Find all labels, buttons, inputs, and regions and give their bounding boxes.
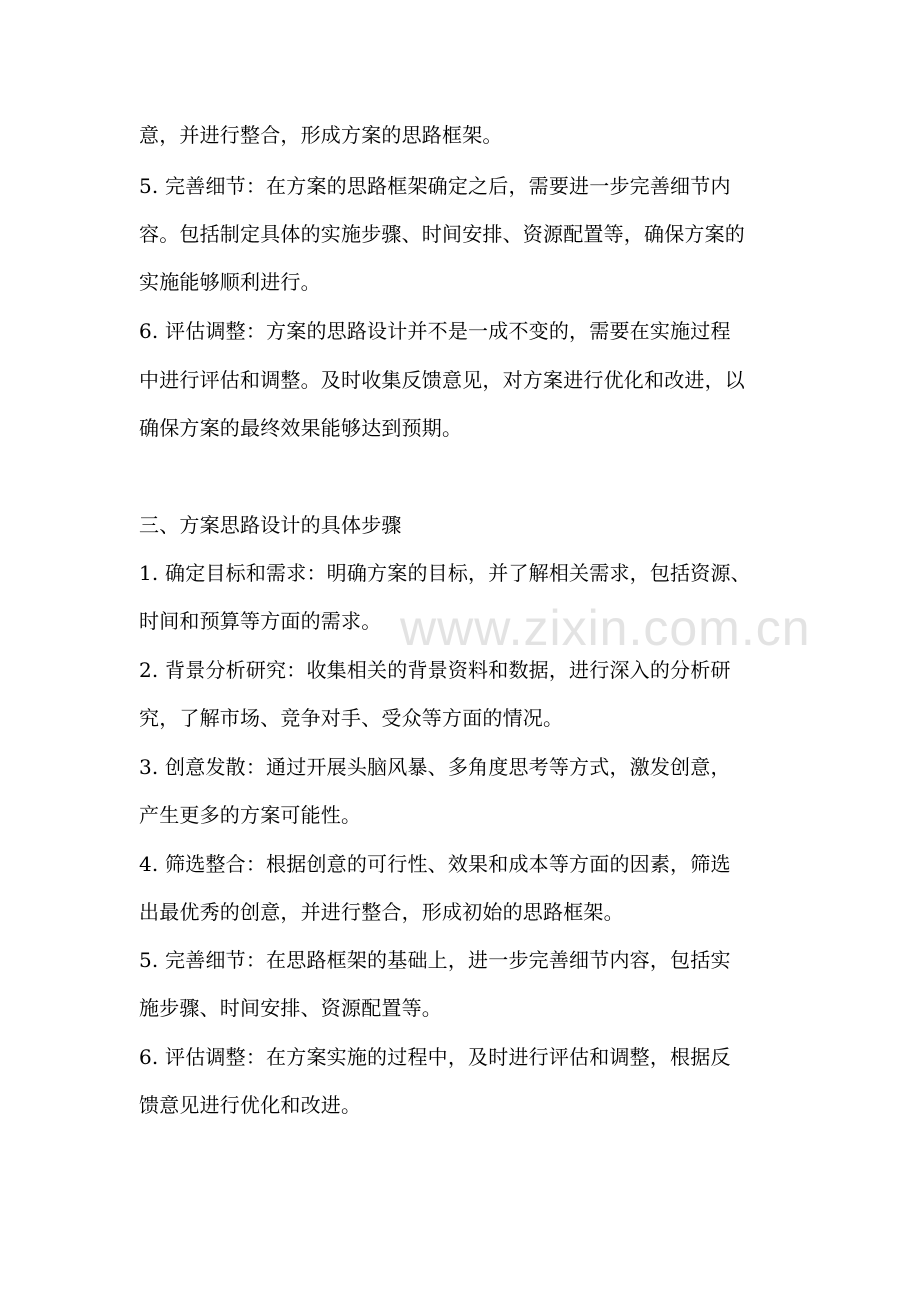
text-line: 实施能够顺利进行。 (139, 270, 321, 294)
text-line: 3. 创意发散：通过开展头脑风暴、多角度思考等方式，激发创意， (139, 755, 731, 779)
text-line: 5. 完善细节：在方案的思路框架确定之后，需要进一步完善细节内 (139, 174, 731, 198)
text-line: 馈意见进行优化和改进。 (139, 1093, 362, 1117)
text-line: 1. 确定目标和需求：明确方案的目标，并了解相关需求，包括资源、 (139, 561, 751, 585)
section-heading: 三、方案思路设计的具体步骤 (139, 513, 402, 537)
text-line: 意，并进行整合，形成方案的思路框架。 (139, 123, 503, 147)
text-line: 5. 完善细节：在思路框架的基础上，进一步完善细节内容，包括实 (139, 948, 731, 972)
text-line: 2. 背景分析研究：收集相关的背景资料和数据，进行深入的分析研 (139, 658, 731, 682)
text-line: 出最优秀的创意，并进行整合，形成初始的思路框架。 (139, 900, 624, 924)
text-line: 6. 评估调整：方案的思路设计并不是一成不变的，需要在实施过程 (139, 319, 731, 343)
watermark: www.zixin.com.cn (400, 600, 811, 656)
text-line: 容。包括制定具体的实施步骤、时间安排、资源配置等，确保方案的 (139, 222, 745, 246)
text-line: 4. 筛选整合：根据创意的可行性、效果和成本等方面的因素，筛选 (139, 852, 731, 876)
text-line: 6. 评估调整：在方案实施的过程中，及时进行评估和调整，根据反 (139, 1045, 731, 1069)
text-line: 确保方案的最终效果能够达到预期。 (139, 416, 463, 440)
text-line: 究，了解市场、竞争对手、受众等方面的情况。 (139, 706, 564, 730)
text-line: 施步骤、时间安排、资源配置等。 (139, 996, 442, 1020)
text-line: 产生更多的方案可能性。 (139, 803, 362, 827)
text-line: 中进行评估和调整。及时收集反馈意见，对方案进行优化和改进，以 (139, 368, 745, 392)
text-line: 时间和预算等方面的需求。 (139, 609, 382, 633)
